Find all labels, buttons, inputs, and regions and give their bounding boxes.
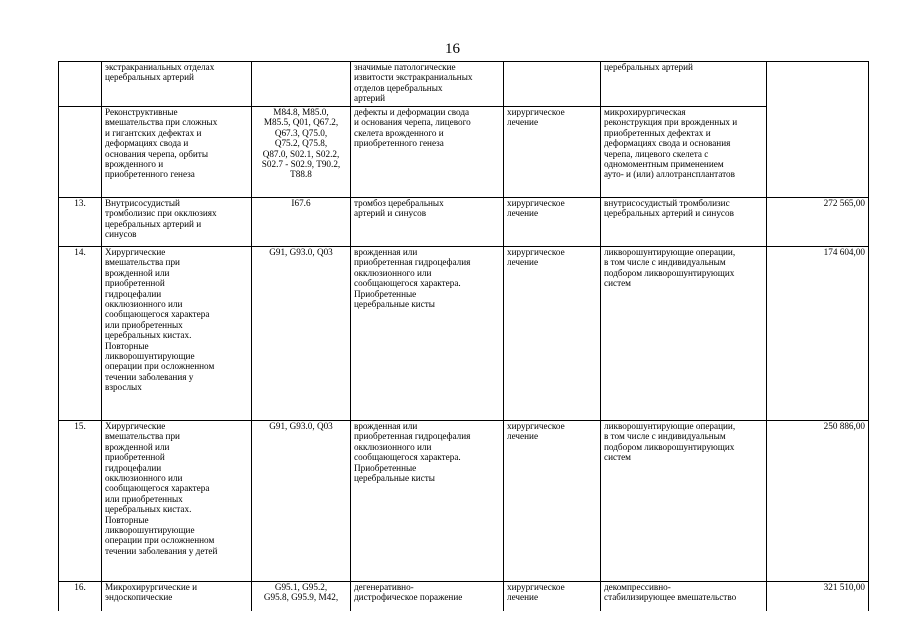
row-number-cell: 13.	[59, 198, 102, 247]
treatment-type-cell: хирургическое лечение	[504, 107, 601, 198]
service-name-cell: Реконструктивные вмешательства при сложных и гигантских дефектах и деформациях свода и основания черепа, орбиты врожденного и приобретенного генеза	[102, 107, 252, 198]
patient-model-cell: дефекты и деформации свода и основания черепа, лицевого скелета врожденного и приобретенного генеза	[351, 107, 504, 198]
table-row	[59, 198, 869, 247]
patient-model-cell: врожденная или приобретенная гидроцефалия окклюзионного или сообщающегося характера. Приобретенные церебральные кисты	[351, 421, 504, 582]
row-number-cell: 16.	[59, 582, 102, 622]
treatment-type-cell	[504, 62, 601, 107]
treatment-method-cell: внутрисосудистый тромболизис церебральных артерий и синусов	[601, 198, 767, 247]
icd-codes-cell	[252, 62, 351, 107]
treatment-method-cell: декомпрессивно- стабилизирующее вмешательство	[601, 582, 767, 622]
patient-model-cell: дегенеративно- дистрофическое поражение	[351, 582, 504, 622]
cost-cell: 321 510,00	[767, 582, 869, 622]
icd-codes-cell: G91, G93.0, Q03	[252, 421, 351, 582]
row-number-cell: 14.	[59, 247, 102, 421]
treatment-method-cell: церебральных артерий	[601, 62, 767, 107]
icd-codes-cell: G91, G93.0, Q03	[252, 247, 351, 421]
icd-codes-cell: M84.8, M85.0, M85.5, Q01, Q67.2, Q67.3, Q75.0, Q75.2, Q75.8, Q87.0, S02.1, S02.2, S02.7 - S02.9, T90.2, T88.8	[252, 107, 351, 198]
service-name-cell: Внутрисосудистый тромболизис при окклюзиях церебральных артерий и синусов	[102, 198, 252, 247]
table-row	[59, 62, 869, 107]
icd-codes-cell: G95.1, G95.2, G95.8, G95.9, M42,	[252, 582, 351, 622]
cost-cell	[767, 62, 869, 198]
cost-cell: 250 886,00	[767, 421, 869, 582]
treatment-type-cell: хирургическое лечение	[504, 421, 601, 582]
treatment-type-cell: хирургическое лечение	[504, 198, 601, 247]
row-number-cell	[59, 107, 102, 198]
services-table	[58, 61, 869, 622]
page-number: 16	[445, 41, 460, 57]
icd-codes-cell: I67.6	[252, 198, 351, 247]
table-row	[59, 107, 869, 198]
service-name-cell: экстракраниальных отделах церебральных артерий	[102, 62, 252, 107]
patient-model-cell: значимые патологические извитости экстракраниальных отделов церебральных артерий	[351, 62, 504, 107]
treatment-type-cell: хирургическое лечение	[504, 582, 601, 622]
treatment-type-cell: хирургическое лечение	[504, 247, 601, 421]
treatment-method-cell: ликворошунтирующие операции, в том числе с индивидуальным подбором ликворошунтирующих систем	[601, 247, 767, 421]
page-bottom-margin	[0, 611, 905, 640]
table-row	[59, 247, 869, 421]
cost-cell: 272 565,00	[767, 198, 869, 247]
patient-model-cell: врожденная или приобретенная гидроцефалия окклюзионного или сообщающегося характера. Приобретенные церебральные кисты	[351, 247, 504, 421]
service-name-cell: Хирургические вмешательства при врожденной или приобретенной гидроцефалии окклюзионного или сообщающегося характера или приобретенных церебральных кистах. Повторные ликворошунтирующие операции при осложненном течении заболевания у детей	[102, 421, 252, 582]
table-row	[59, 421, 869, 582]
treatment-method-cell: ликворошунтирующие операции, в том числе с индивидуальным подбором ликворошунтирующих систем	[601, 421, 767, 582]
cost-cell: 174 604,00	[767, 247, 869, 421]
treatment-method-cell: микрохирургическая реконструкция при врожденных и приобретенных дефектах и деформациях свода и основания черепа, лицевого скелета с одномоментным применением ауто- и (или) аллотрансплантатов	[601, 107, 767, 198]
service-name-cell: Микрохирургические и эндоскопические	[102, 582, 252, 622]
row-number-cell: 15.	[59, 421, 102, 582]
service-name-cell: Хирургические вмешательства при врожденной или приобретенной гидроцефалии окклюзионного или сообщающегося характера или приобретенных церебральных кистах. Повторные ликворошунтирующие операции при осложненном течении заболевания у взрослых	[102, 247, 252, 421]
row-number-cell	[59, 62, 102, 107]
patient-model-cell: тромбоз церебральных артерий и синусов	[351, 198, 504, 247]
